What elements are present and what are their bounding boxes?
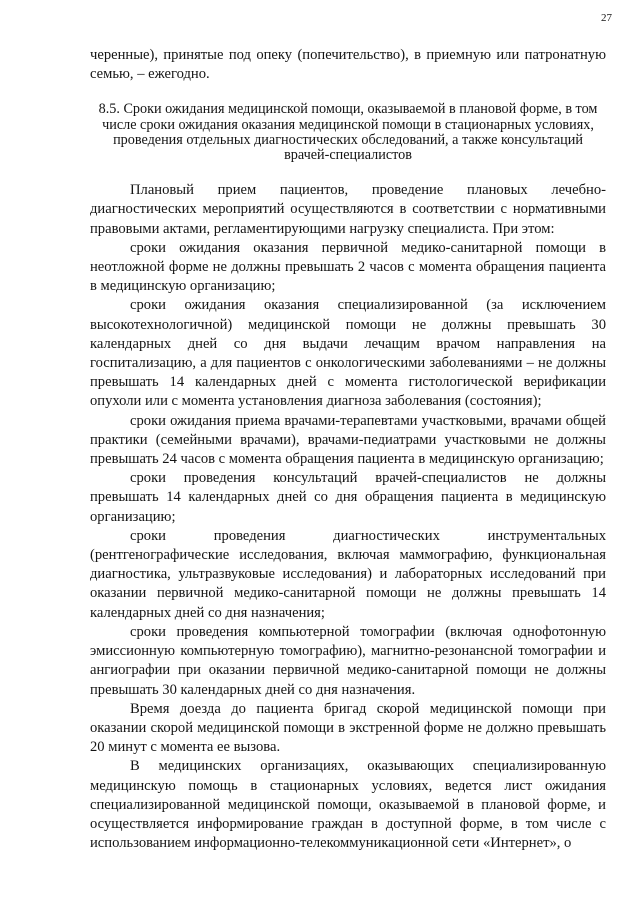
paragraph-ambulance-arrival: Время доезда до пациента бригад скорой медицинской помощи при оказании скорой медицинской помощи в экстренной форме не должно превышать 20 минут с момента ее вызова. [90,700,606,756]
paragraph-waiting-list: В медицинских организациях, оказывающих специализированную медицинскую помощь в стационарных условиях, ведется лист ожидания специализированной медицинской помощи, оказываемой в плановой форме, и осуществляется информирование граждан в доступной форме, в том числе с использованием информационно-телекоммуникационной сети «Интернет», о [90,758,606,852]
paragraph-specialist-consultations: сроки проведения консультаций врачей-специалистов не должны превышать 14 календарных дней со дня обращения пациента в медицинскую организацию; [90,470,606,525]
continuation-paragraph: черенные), принятые под опеку (попечительство), в приемную или патронатную семью, – ежегодно. [90,47,606,83]
paragraph-ct-mri: сроки проведения компьютерной томографии (включая однофотонную эмиссионную компьютерную томографию), магнитно-резонансной томографии и ангиографии при оказании первичной медико-санитарной помощи не должны превышать 30 календарных дней со дня назначения. [90,623,606,698]
paragraph-planned-reception: Плановый прием пациентов, проведение плановых лечебно-диагностических мероприятий осуществляются в соответствии с нормативными правовыми актами, регламентирующими нагрузку специалиста. При этом: [90,182,606,237]
page-number: 27 [601,12,612,24]
section-heading: 8.5. Сроки ожидания медицинской помощи, оказываемой в плановой форме, в том числе сроки ожидания оказания медицинской помощи в стационарных условиях, проведения отдельных диагностических обследований, а также консультаций врачей-специалистов [98,101,598,164]
paragraph-specialized-care: сроки ожидания оказания специализированной (за исключением высокотехнологичной) медицинской помощи не должны превышать 30 календарных дней со дня выдачи лечащим врачом направления на госпитализацию, а для пациентов с онкологическими заболеваниями – не должны превышать 14 календарных дней с момента гистологической верификации опухоли или с момента установления диагноза заболевания (состояния); [90,297,606,410]
page-content [90,46,606,853]
paragraph-urgent-primary-care: сроки ожидания оказания первичной медико-санитарной помощи в неотложной форме не должны превышать 2 часов с момента обращения пациента в медицинскую организацию; [90,239,606,295]
paragraph-therapist-reception: сроки ожидания приема врачами-терапевтами участковыми, врачами общей практики (семейными врачами), врачами-педиатрами участковыми не должны превышать 24 часов с момента обращения пациента в медицинскую организацию; [90,412,606,468]
paragraph-diagnostic-tests: сроки проведения диагностических инструментальных (рентгенографические исследования, включая маммографию, функциональная диагностика, ультразвуковые исследования) и лабораторных исследований при оказании первичной медико-санитарной помощи не должны превышать 14 календарных дней со дня назначения; [90,527,606,621]
